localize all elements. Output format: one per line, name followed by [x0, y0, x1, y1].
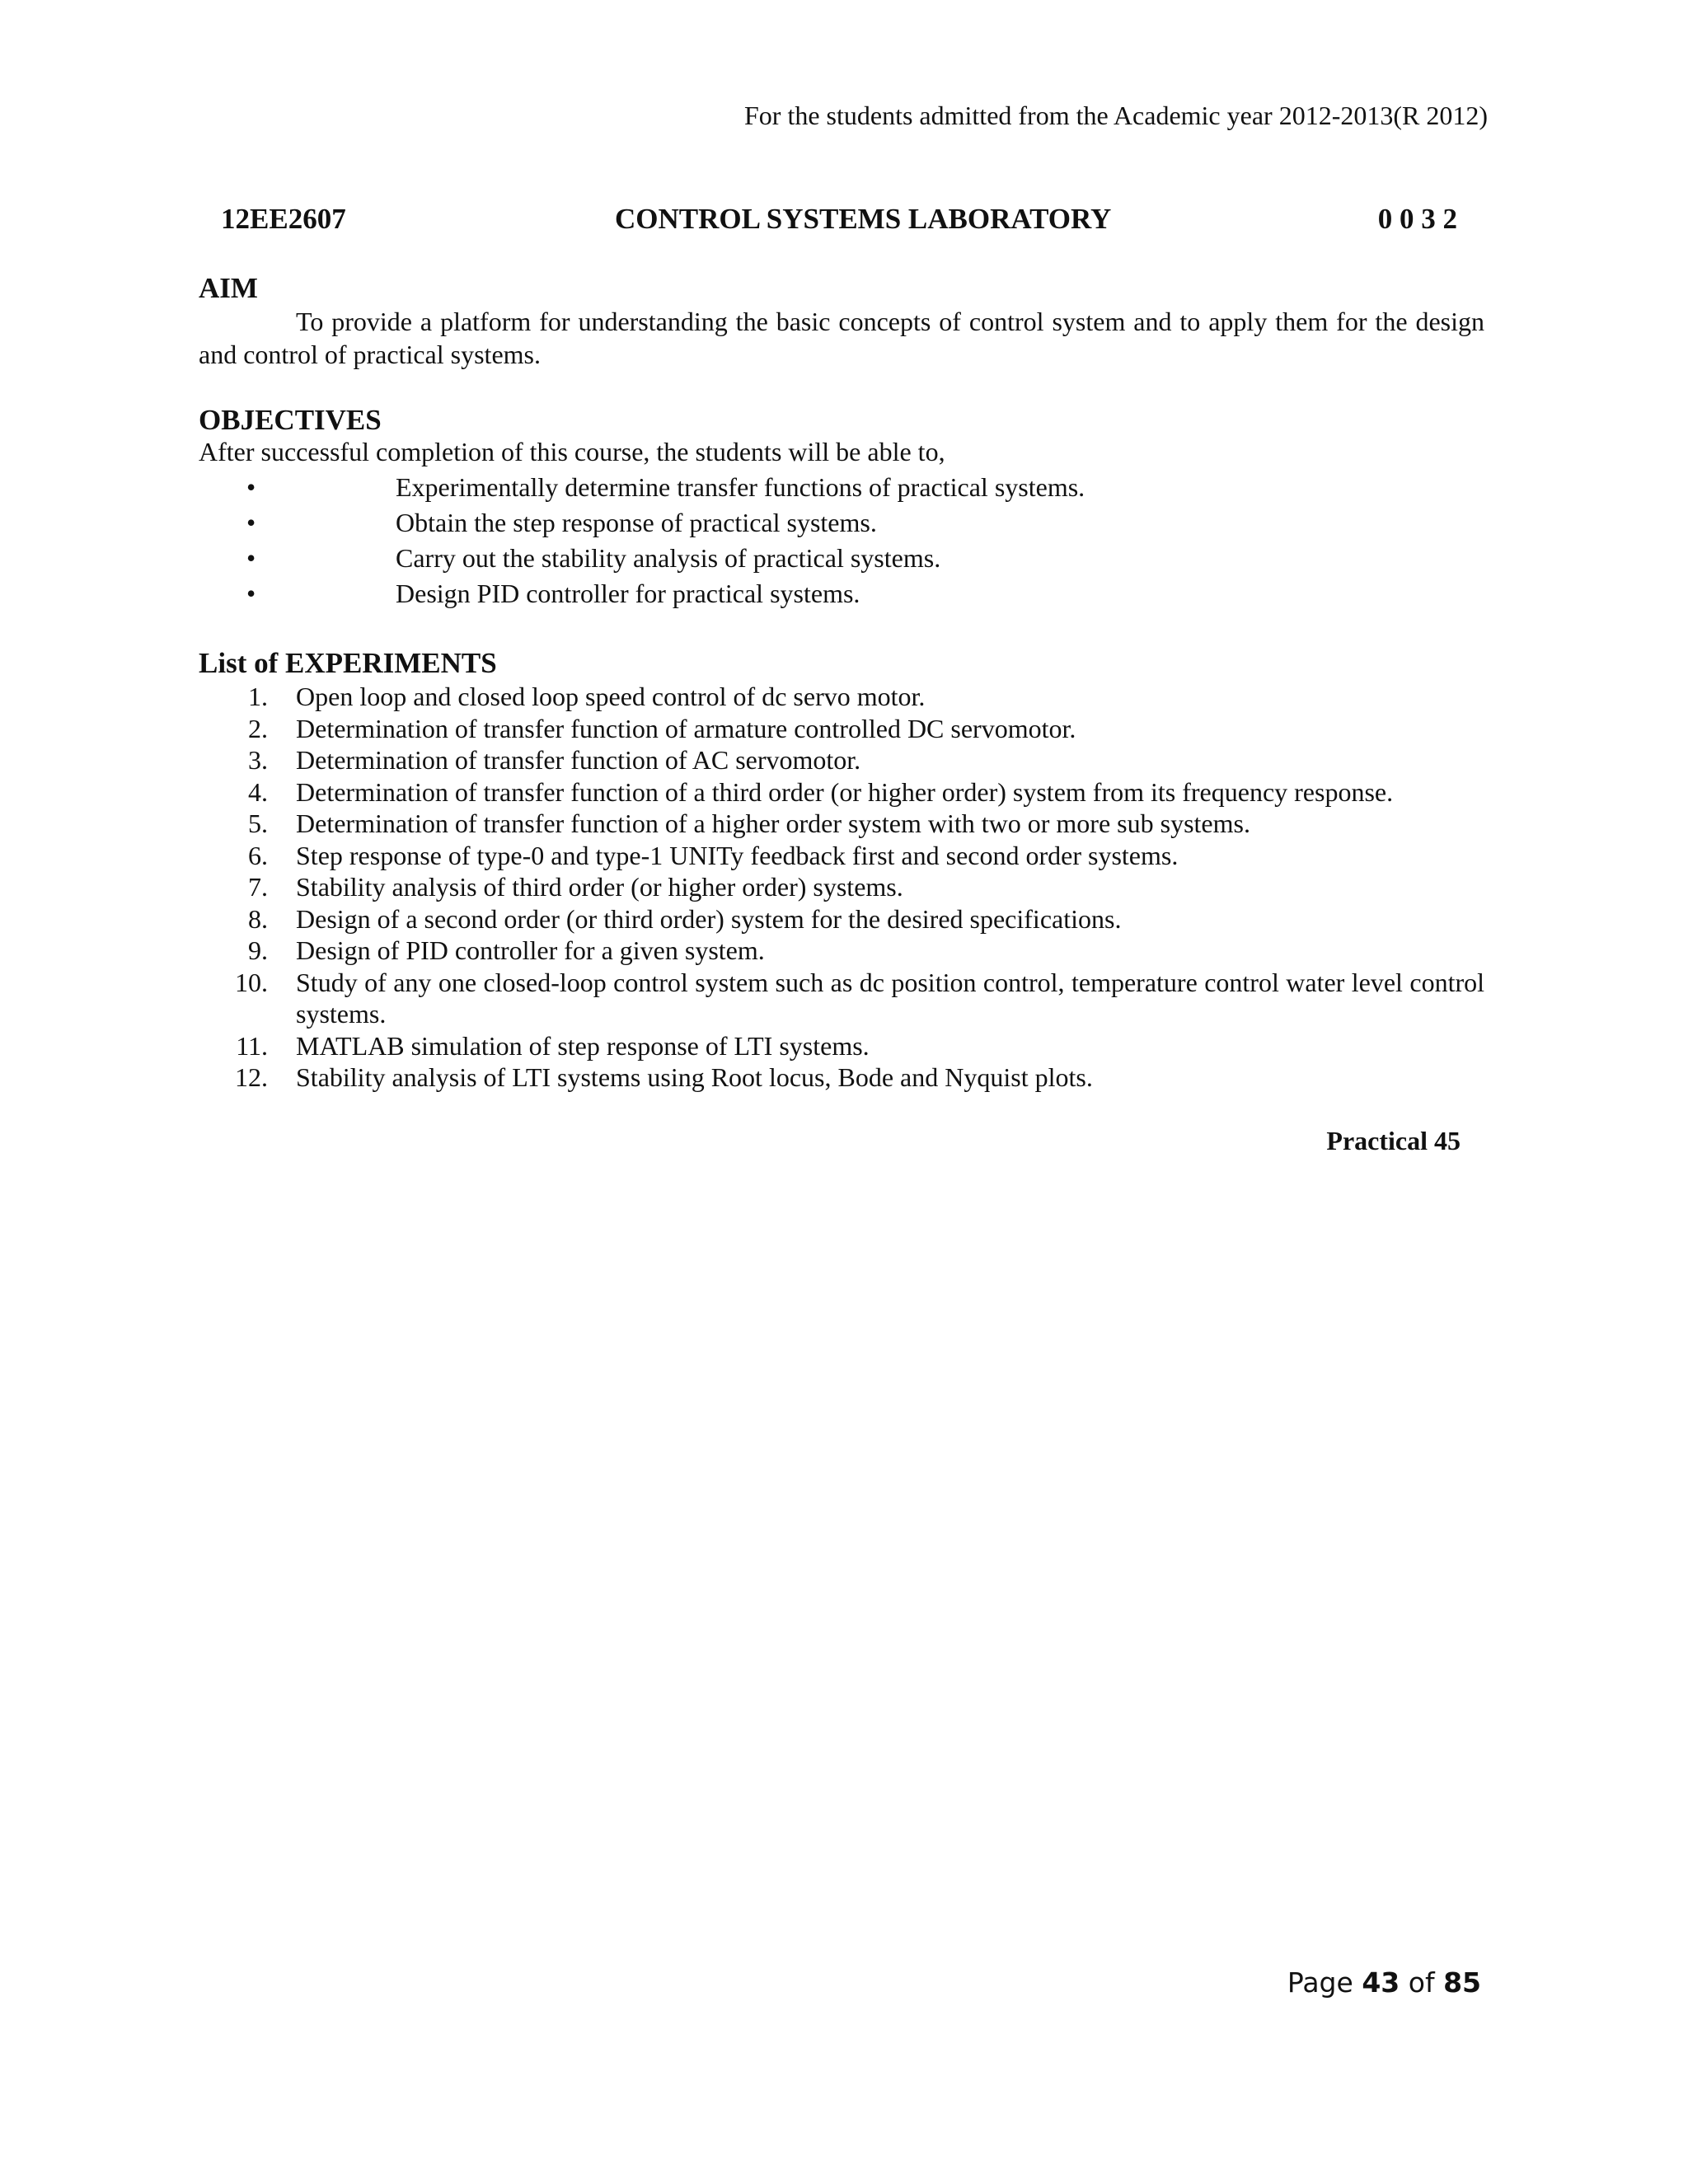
page-footer	[1287, 1966, 1481, 1999]
objective-text: Experimentally determine transfer functions of practical systems.	[396, 472, 1085, 502]
objectives-intro: After successful completion of this course, the students will be able to,	[199, 437, 945, 466]
experiment-text: Determination of transfer function of AC servomotor.	[296, 745, 861, 775]
experiment-text: Stability analysis of third order (or higher order) systems.	[296, 872, 903, 902]
experiment-item	[199, 935, 1484, 967]
bullet-icon: •	[246, 543, 256, 573]
experiment-item	[199, 776, 1484, 808]
experiment-number: 3.	[248, 745, 268, 775]
experiment-number: 5.	[248, 808, 268, 838]
aim-heading: AIM	[199, 272, 258, 304]
page-number: 43	[1362, 1966, 1400, 1999]
experiment-item	[199, 840, 1484, 872]
page-label: Page	[1287, 1966, 1353, 1999]
experiments-list	[199, 681, 1484, 1094]
experiment-number: 1.	[248, 682, 268, 711]
experiment-number: 7.	[248, 872, 268, 902]
course-code: 12EE2607	[221, 203, 346, 235]
bullet-icon: •	[246, 508, 256, 537]
experiment-number: 6.	[248, 840, 268, 870]
objective-text: Design PID controller for practical systems.	[396, 579, 860, 608]
experiment-text: Open loop and closed loop speed control of dc servo motor.	[296, 682, 926, 711]
experiment-item	[199, 1062, 1484, 1094]
aim-text: To provide a platform for understanding the basic concepts of control system and to apply them for the design and control of practical systems.	[199, 307, 1484, 369]
experiment-item	[199, 808, 1484, 840]
objective-text: Obtain the step response of practical systems.	[396, 508, 877, 537]
experiment-item	[199, 1030, 1484, 1062]
total-pages: 85	[1443, 1966, 1481, 1999]
experiment-number: 9.	[248, 935, 268, 965]
course-header	[221, 203, 1457, 241]
experiment-text: Study of any one closed-loop control system such as dc position control, temperature control water level control systems.	[296, 967, 1484, 1029]
experiment-item	[199, 713, 1484, 745]
practical-hours: Practical 45	[1326, 1126, 1461, 1155]
experiment-item	[199, 967, 1484, 1030]
experiment-number: 12.	[235, 1062, 268, 1092]
experiment-number: 8.	[248, 903, 268, 934]
experiment-number: 10.	[235, 967, 268, 997]
experiment-text: Stability analysis of LTI systems using Root locus, Bode and Nyquist plots.	[296, 1062, 1093, 1092]
experiment-text: Design of PID controller for a given system.	[296, 935, 765, 965]
bullet-icon: •	[246, 472, 256, 502]
experiment-number: 4.	[248, 776, 268, 807]
experiment-item	[199, 744, 1484, 776]
objectives-heading: OBJECTIVES	[199, 404, 382, 436]
experiment-text: Design of a second order (or third order) system for the desired specifications.	[296, 903, 1122, 934]
experiment-item	[199, 903, 1484, 935]
admission-note: For the students admitted from the Academic year 2012-2013(R 2012)	[743, 101, 1488, 130]
objective-text: Carry out the stability analysis of practical systems.	[396, 543, 941, 573]
experiment-number: 11.	[236, 1030, 268, 1061]
course-credits: 0 0 3 2	[1377, 203, 1457, 235]
experiment-item	[199, 681, 1484, 713]
of-label: of	[1408, 1966, 1435, 1999]
experiment-text: Step response of type-0 and type-1 UNITy feedback first and second order systems.	[296, 840, 1179, 870]
experiments-heading: List of EXPERIMENTS	[199, 647, 497, 679]
experiment-text: MATLAB simulation of step response of LTI systems.	[296, 1030, 870, 1061]
bullet-icon: •	[246, 579, 256, 608]
experiment-text: Determination of transfer function of a third order (or higher order) system from its frequency response.	[296, 776, 1394, 807]
experiment-text: Determination of transfer function of armature controlled DC servomotor.	[296, 713, 1076, 743]
experiment-text: Determination of transfer function of a higher order system with two or more sub systems.	[296, 808, 1250, 838]
experiment-item	[199, 871, 1484, 903]
course-title: CONTROL SYSTEMS LABORATORY	[615, 203, 1112, 235]
experiment-number: 2.	[248, 713, 268, 743]
